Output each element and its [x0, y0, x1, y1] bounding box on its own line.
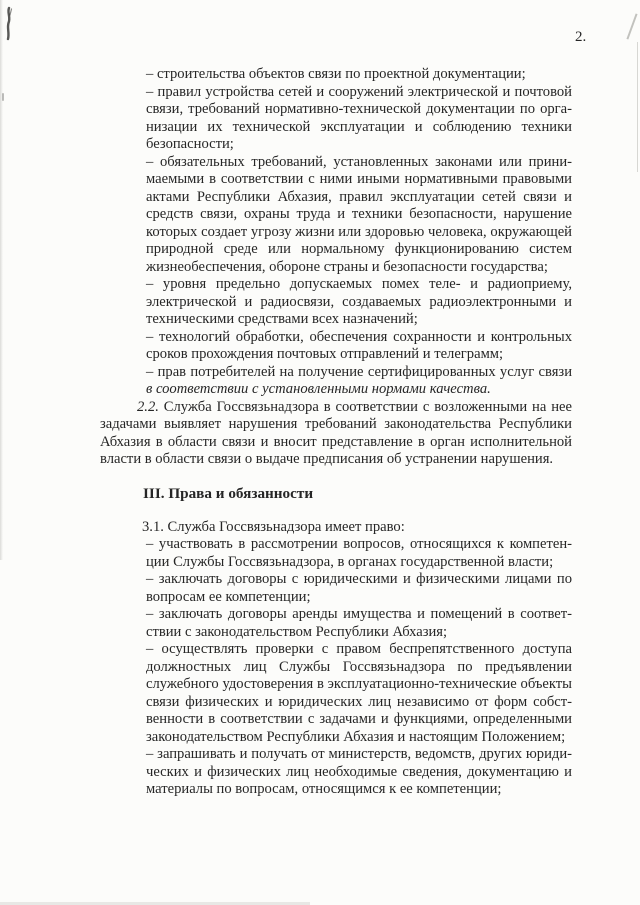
text-line: связи физических и юридических лиц независимо от форм собст-: [146, 693, 572, 710]
text-line: должностных лиц Службы Госсвязьнадзора по предъявлении: [146, 658, 572, 675]
text-line: – заключать договоры с юридическими и физическими лицами по: [146, 571, 572, 587]
text-line: актами Республики Абхазия, правил эксплуатации сетей связи и: [146, 188, 572, 205]
document-body: [100, 66, 572, 799]
text-line: венности в соответствии с задачами и функциями, определенными: [146, 711, 572, 727]
text-line: – запрашивать и получать от министерств, ведомств, других юриди-: [146, 746, 572, 762]
text-line: низации их технической эксплуатации и соблюдению техники: [146, 118, 572, 135]
text-line: природной среде или нормальному функционированию систем: [146, 241, 572, 257]
text-line: Абхазия в области связи и вносит представление в орган исполнительной: [100, 433, 572, 450]
text-line: – участвовать в рассмотрении вопросов, относящихся к компетен-: [146, 536, 572, 552]
text-line: средств связи, охраны труда и техники безопасности, нарушение: [146, 206, 572, 222]
text-line: задачами выявляет нарушения требований законодательства Республики: [100, 416, 572, 432]
text-line: вопросам ее компетенции;: [146, 588, 311, 605]
text-line: 3.1. Служба Госсвязьнадзора имеет право:: [142, 518, 405, 535]
text-line: 2.2. Служба Госсвязьнадзора в соответствии с возложенными на нее: [137, 398, 572, 415]
text-line: – осуществлять проверки с правом беспрепятственного доступа: [146, 641, 572, 657]
text-line: служебного удостоверения в эксплуатационно-технические объекты: [146, 676, 572, 692]
text-line: которых создает угрозу жизни или здоровью человека, окружающей: [146, 223, 572, 240]
paragraph-2-2: [100, 399, 572, 469]
text-line: законодательством Республики Абхазия и настоящим Положением;: [146, 728, 566, 745]
text-line: – уровня предельно допускаемых помех теле- и радиоприему,: [146, 276, 572, 292]
section-2-supervision-list: [146, 66, 572, 399]
text-line: в соответствии с установленными нормами качества.: [146, 381, 491, 397]
text-line: ствии с законодательством Республики Абхазия;: [146, 623, 448, 640]
section-3-rights-list: [146, 536, 572, 799]
section-heading-iii: III. Права и обязанности: [143, 484, 314, 502]
text-line: – обязательных требований, установленных законами или прини-: [146, 153, 572, 170]
text-line: материалы по вопросам, относящимся к ее компетенции;: [146, 781, 502, 797]
scratch-mark-top-right: [626, 13, 637, 39]
text-line: безопасности;: [146, 136, 234, 152]
text-line: – строительства объектов связи по проектной документации;: [146, 66, 526, 82]
text-line: сроков прохождения почтовых отправлений и телеграмм;: [146, 346, 504, 362]
text-line: жизнеобеспечения, обороне страны и безопасности государства;: [146, 258, 548, 275]
pen-mark-top-left: [3, 6, 17, 46]
text-line: техническими средствами всех назначений;: [146, 311, 418, 327]
text-line: электрической и радиосвязи, создаваемых радиоэлектронными и: [146, 293, 572, 310]
page-number: 2.: [575, 29, 587, 45]
scan-line-right-edge: [637, 42, 638, 172]
text-line: – правил устройства сетей и сооружений электрической и почтовой: [146, 83, 572, 100]
text-line: маемыми в соответствии с ними иными нормативными правовыми: [146, 171, 572, 187]
text-line: – заключать договоры аренды имущества и помещений в соответ-: [146, 606, 572, 622]
text-line: – прав потребителей на получение сертифицированных услуг связи: [146, 363, 572, 380]
text-line: ческих и физических лиц необходимые сведения, документацию и: [146, 763, 572, 780]
text-line: связи, требований нормативно-технической документации по орга-: [146, 101, 572, 117]
text-line: – технологий обработки, обеспечения сохранности и контрольных: [146, 328, 572, 345]
scan-shadow-left-edge: [0, 0, 3, 560]
paragraph-3-1: [142, 519, 572, 537]
text-line: власти в области связи о выдаче предписания об устранении нарушения.: [100, 451, 554, 467]
text-line: ции Службы Госсвязьнадзора, в органах государственной власти;: [146, 553, 554, 570]
